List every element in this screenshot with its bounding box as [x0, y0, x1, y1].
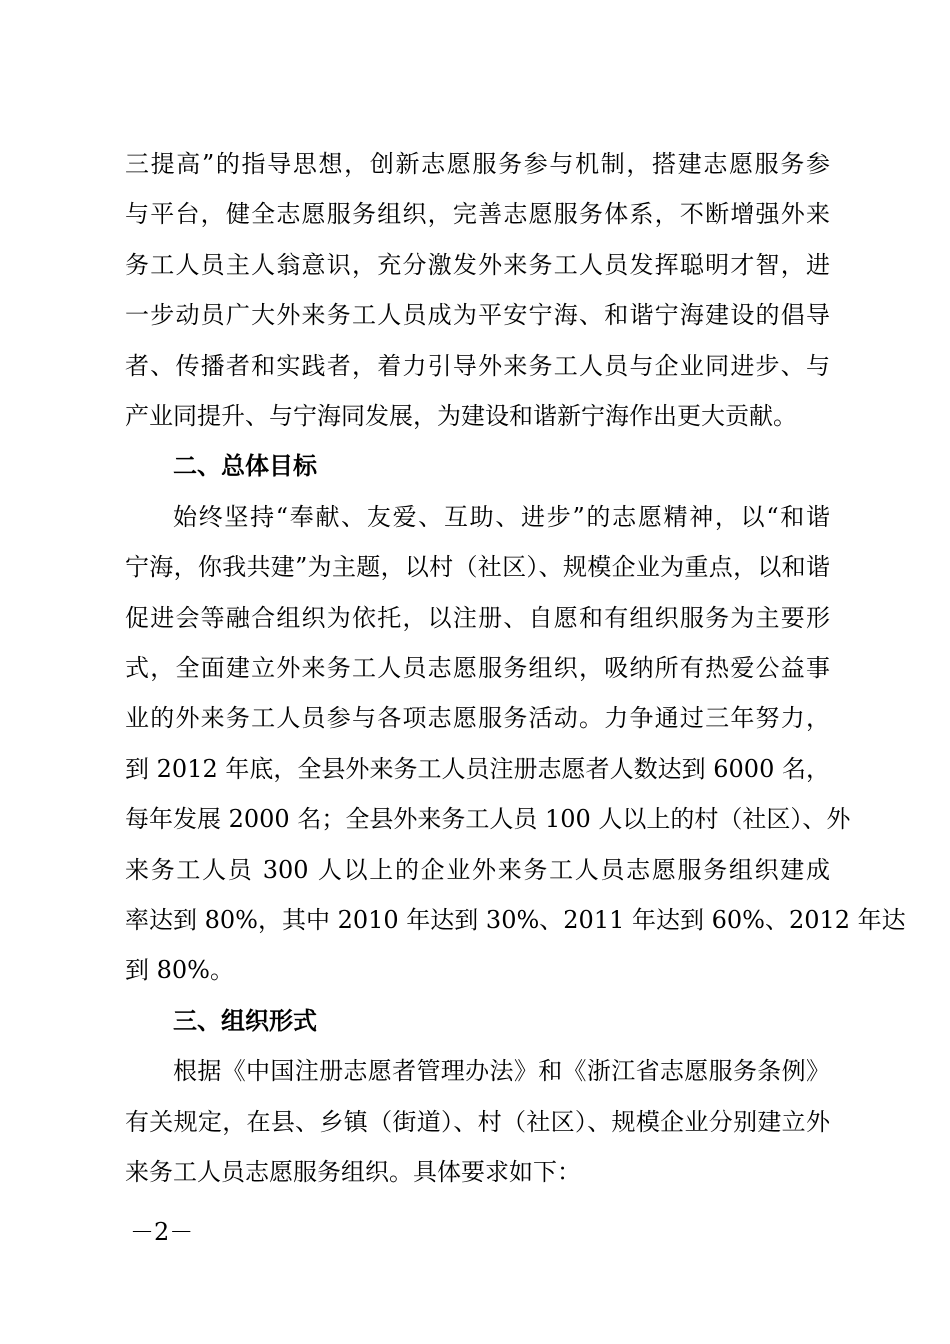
section-heading-organization-form: 三、组织形式 [173, 1007, 317, 1035]
section3-line-1: 根据《中国注册志愿者管理办法》和《浙江省志愿服务条例》 [173, 1057, 830, 1085]
section-heading-overall-goal: 二、总体目标 [173, 452, 317, 480]
section2-line-8: 来务工人员 300 人以上的企业外来务工人员志愿服务组织建成 [125, 856, 830, 884]
intro-line-2: 与平台，健全志愿服务组织，完善志愿服务体系，不断增强外来 [125, 200, 830, 228]
section2-line-6: 到 2012 年底，全县外来务工人员注册志愿者人数达到 6000 名， [125, 755, 830, 783]
page-number: －2－ [130, 1218, 194, 1246]
intro-line-5: 者、传播者和实践者，着力引导外来务工人员与企业同进步、与 [125, 352, 830, 380]
section2-line-3: 促进会等融合组织为依托，以注册、自愿和有组织服务为主要形 [125, 604, 830, 632]
intro-line-1: 三提高”的指导思想，创新志愿服务参与机制，搭建志愿服务参 [125, 150, 830, 178]
intro-line-3: 务工人员主人翁意识，充分激发外来务工人员发挥聪明才智，进 [125, 251, 830, 279]
intro-line-6: 产业同提升、与宁海同发展，为建设和谐新宁海作出更大贡献。 [125, 402, 797, 430]
section2-line-2: 宁海，你我共建”为主题，以村（社区）、规模企业为重点，以和谐 [125, 553, 830, 581]
section3-line-3: 来务工人员志愿服务组织。具体要求如下： [125, 1158, 581, 1186]
section2-line-5: 业的外来务工人员参与各项志愿服务活动。力争通过三年努力， [125, 704, 830, 732]
section2-line-10: 到 80%。 [125, 956, 234, 984]
section3-line-2: 有关规定，在县、乡镇（街道）、村（社区）、规模企业分别建立外 [125, 1108, 830, 1136]
section2-line-9: 率达到 80%，其中 2010 年达到 30%、2011 年达到 60%、2012 年达 [125, 906, 906, 934]
intro-line-4: 一步动员广大外来务工人员成为平安宁海、和谐宁海建设的倡导 [125, 301, 830, 329]
section2-line-4: 式，全面建立外来务工人员志愿服务组织，吸纳所有热爱公益事 [125, 654, 830, 682]
section2-line-1: 始终坚持“奉献、友爱、互助、进步”的志愿精神，以“和谐 [173, 503, 830, 531]
section2-line-7: 每年发展 2000 名；全县外来务工人员 100 人以上的村（社区）、外 [125, 805, 851, 833]
